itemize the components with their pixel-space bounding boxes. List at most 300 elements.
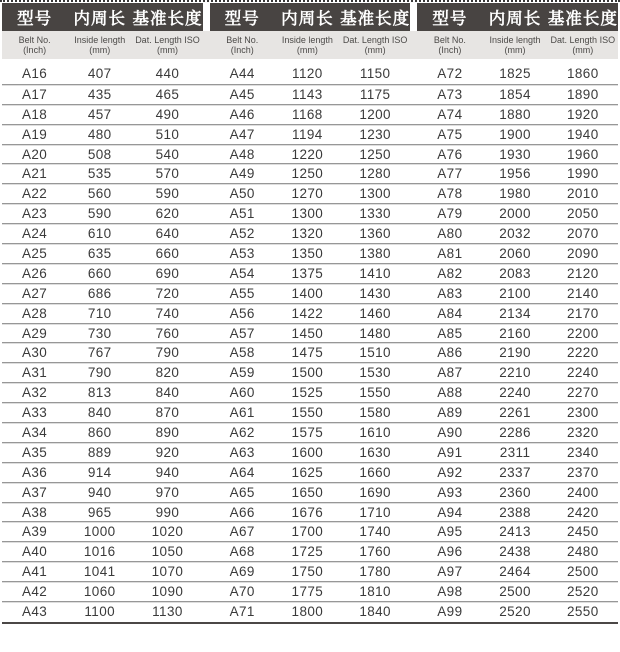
row-group-1 — [2, 64, 203, 84]
cell-belt-no: A95 — [437, 524, 463, 540]
cell-datum-length: 1330 — [359, 206, 391, 222]
row-group-2 — [210, 483, 411, 502]
row-group-2 — [210, 145, 411, 164]
table-row — [2, 581, 618, 601]
row-group-3 — [417, 204, 618, 223]
table-row — [2, 362, 618, 382]
row-group-3 — [417, 304, 618, 323]
row-group-1 — [2, 145, 203, 164]
cell-belt-no: A20 — [21, 146, 48, 162]
cell-inside-length: 730 — [87, 325, 112, 341]
cell-datum-length: 1840 — [359, 603, 391, 619]
cell-datum-length: 870 — [155, 405, 180, 421]
cell-inside-length: 1250 — [291, 166, 324, 182]
cell-belt-no: A50 — [229, 186, 255, 202]
cell-belt-no: A22 — [21, 186, 48, 202]
cell-datum-length: 1200 — [359, 106, 391, 122]
row-group-3 — [417, 64, 618, 84]
header-group-2 — [210, 3, 411, 31]
cell-belt-no: A77 — [437, 166, 463, 182]
cell-datum-length: 2270 — [566, 385, 599, 401]
cell-belt-no: A43 — [21, 603, 48, 619]
row-group-1 — [2, 224, 203, 243]
cell-datum-length: 690 — [155, 265, 180, 281]
cell-belt-no: A73 — [437, 86, 463, 102]
header-inside-length: 内周长 — [488, 10, 542, 28]
subheader-datum-length: Dat. Length ISO (mm) — [342, 34, 408, 55]
cell-inside-length: 686 — [87, 285, 112, 301]
table-row — [2, 422, 618, 442]
cell-datum-length: 2090 — [566, 245, 599, 261]
cell-belt-no: A97 — [437, 564, 463, 580]
cell-belt-no: A88 — [437, 385, 463, 401]
cell-inside-length: 1825 — [499, 66, 531, 82]
cell-belt-no: A89 — [437, 405, 463, 421]
cell-belt-no: A24 — [21, 226, 48, 242]
cell-belt-no: A39 — [21, 524, 48, 540]
cell-inside-length: 965 — [87, 504, 112, 520]
row-group-2 — [210, 383, 411, 402]
cell-belt-no: A83 — [437, 285, 463, 301]
cell-belt-no: A28 — [21, 305, 48, 321]
row-group-2 — [210, 264, 411, 283]
cell-belt-no: A57 — [229, 325, 255, 341]
row-group-3 — [417, 562, 618, 581]
header-group-1 — [2, 3, 203, 31]
cell-inside-length: 1930 — [499, 146, 531, 162]
cell-belt-no: A49 — [229, 166, 255, 182]
header-model: 型号 — [432, 10, 468, 28]
cell-inside-length: 1016 — [83, 544, 116, 560]
row-group-2 — [210, 542, 411, 561]
header-datum-length: 基准长度 — [132, 10, 203, 28]
cell-datum-length: 2220 — [566, 345, 599, 361]
cell-datum-length: 660 — [155, 245, 180, 261]
row-group-1 — [2, 423, 203, 442]
cell-datum-length: 510 — [155, 126, 180, 142]
cell-datum-length: 790 — [155, 345, 180, 361]
cell-inside-length: 1600 — [291, 444, 324, 460]
cell-datum-length: 2170 — [566, 305, 599, 321]
cell-inside-length: 1270 — [291, 186, 324, 202]
cell-belt-no: A96 — [437, 544, 463, 560]
cell-belt-no: A35 — [21, 444, 48, 460]
cell-inside-length: 610 — [87, 226, 112, 242]
row-group-2 — [210, 363, 411, 382]
cell-inside-length: 407 — [87, 66, 112, 82]
cell-belt-no: A86 — [437, 345, 463, 361]
row-group-3 — [417, 164, 618, 183]
cell-datum-length: 2400 — [566, 484, 599, 500]
cell-inside-length: 480 — [87, 126, 112, 142]
table-row — [2, 263, 618, 283]
row-group-2 — [210, 164, 411, 183]
cell-datum-length: 1070 — [151, 564, 184, 580]
cell-datum-length: 1130 — [152, 603, 183, 619]
cell-inside-length: 1041 — [83, 564, 116, 580]
cell-inside-length: 660 — [87, 265, 112, 281]
row-group-1 — [2, 582, 203, 601]
row-group-2 — [210, 324, 411, 343]
cell-inside-length: 840 — [87, 405, 112, 421]
cell-datum-length: 1175 — [359, 86, 391, 102]
table-row — [2, 561, 618, 581]
cell-belt-no: A26 — [21, 265, 48, 281]
cell-inside-length: 2286 — [499, 424, 531, 440]
cell-datum-length: 1460 — [359, 305, 391, 321]
table-row — [2, 541, 618, 561]
row-group-2 — [210, 304, 411, 323]
cell-belt-no: A62 — [229, 424, 255, 440]
subheader-belt-no: Belt No. (Inch) — [18, 34, 51, 55]
cell-inside-length: 2337 — [499, 464, 531, 480]
cell-inside-length: 1725 — [291, 544, 324, 560]
row-group-3 — [417, 522, 618, 541]
table-row — [2, 303, 618, 323]
cell-belt-no: A38 — [21, 504, 48, 520]
cell-belt-no: A52 — [229, 226, 255, 242]
cell-datum-length: 590 — [155, 186, 180, 202]
cell-inside-length: 2083 — [499, 265, 531, 281]
table-row — [2, 482, 618, 502]
cell-datum-length: 1230 — [359, 126, 391, 142]
cell-belt-no: A23 — [21, 206, 48, 222]
cell-inside-length: 1625 — [291, 464, 324, 480]
table-row — [2, 462, 618, 482]
row-group-3 — [417, 324, 618, 343]
cell-inside-length: 2060 — [499, 245, 531, 261]
cell-inside-length: 635 — [87, 245, 112, 261]
cell-datum-length: 940 — [155, 464, 180, 480]
row-group-3 — [417, 383, 618, 402]
cell-datum-length: 570 — [155, 166, 180, 182]
cell-belt-no: A41 — [21, 564, 48, 580]
row-group-1 — [2, 304, 203, 323]
cell-datum-length: 1380 — [359, 245, 391, 261]
cell-belt-no: A92 — [437, 464, 463, 480]
cell-belt-no: A37 — [21, 484, 48, 500]
cell-belt-no: A67 — [229, 524, 255, 540]
cell-inside-length: 1525 — [291, 385, 324, 401]
table-row — [2, 342, 618, 362]
cell-belt-no: A99 — [437, 603, 463, 619]
row-group-3 — [417, 443, 618, 462]
cell-belt-no: A19 — [21, 126, 48, 142]
cell-belt-no: A51 — [229, 206, 255, 222]
cell-belt-no: A25 — [21, 245, 48, 261]
table-row — [2, 84, 618, 104]
row-group-3 — [417, 145, 618, 164]
cell-datum-length: 2240 — [566, 365, 599, 381]
row-group-2 — [210, 443, 411, 462]
cell-datum-length: 1050 — [151, 544, 184, 560]
row-group-1 — [2, 204, 203, 223]
cell-inside-length: 1000 — [83, 524, 116, 540]
cell-datum-length: 1740 — [359, 524, 391, 540]
cell-belt-no: A45 — [229, 86, 255, 102]
cell-datum-length: 2300 — [566, 405, 599, 421]
cell-inside-length: 1550 — [291, 405, 324, 421]
row-group-2 — [210, 105, 411, 124]
cell-datum-length: 820 — [155, 365, 180, 381]
cell-belt-no: A60 — [229, 385, 255, 401]
cell-inside-length: 2000 — [499, 206, 531, 222]
cell-datum-length: 1410 — [359, 265, 391, 281]
cell-inside-length: 1450 — [291, 325, 324, 341]
cell-belt-no: A27 — [21, 285, 48, 301]
table-row — [2, 283, 618, 303]
cell-belt-no: A80 — [437, 226, 463, 242]
table-row — [2, 144, 618, 164]
table-row — [2, 64, 618, 84]
cell-belt-no: A93 — [437, 484, 463, 500]
cell-datum-length: 1020 — [151, 524, 184, 540]
cell-inside-length: 2438 — [499, 544, 531, 560]
cell-inside-length: 2032 — [499, 226, 531, 242]
cell-datum-length: 1610 — [359, 424, 391, 440]
row-group-3 — [417, 343, 618, 362]
cell-belt-no: A40 — [21, 544, 48, 560]
cell-inside-length: 2160 — [499, 325, 531, 341]
cell-datum-length: 890 — [155, 424, 180, 440]
cell-inside-length: 1900 — [499, 126, 531, 142]
table-row — [2, 521, 618, 541]
cell-belt-no: A72 — [437, 66, 463, 82]
table-row — [2, 203, 618, 223]
cell-belt-no: A85 — [437, 325, 463, 341]
row-group-1 — [2, 503, 203, 522]
cell-belt-no: A75 — [437, 126, 463, 142]
row-group-2 — [210, 224, 411, 243]
cell-belt-no: A18 — [21, 106, 48, 122]
cell-belt-no: A91 — [437, 444, 463, 460]
table-row — [2, 402, 618, 422]
cell-inside-length: 1375 — [291, 265, 324, 281]
header-group-3 — [417, 3, 618, 31]
cell-belt-no: A94 — [437, 504, 463, 520]
table-row — [2, 323, 618, 343]
cell-datum-length: 540 — [155, 146, 180, 162]
cell-inside-length: 457 — [87, 106, 112, 122]
cell-datum-length: 2550 — [566, 603, 599, 619]
row-group-2 — [210, 184, 411, 203]
cell-inside-length: 590 — [87, 206, 112, 222]
cell-belt-no: A30 — [21, 345, 48, 361]
row-group-3 — [417, 363, 618, 382]
cell-inside-length: 535 — [87, 166, 112, 182]
cell-datum-length: 760 — [155, 325, 180, 341]
row-group-1 — [2, 562, 203, 581]
row-group-1 — [2, 383, 203, 402]
cell-belt-no: A53 — [229, 245, 255, 261]
row-group-1 — [2, 85, 203, 104]
cell-inside-length: 2388 — [499, 504, 531, 520]
cell-belt-no: A36 — [21, 464, 48, 480]
row-group-1 — [2, 164, 203, 183]
cell-belt-no: A78 — [437, 186, 463, 202]
cell-inside-length: 2210 — [499, 365, 531, 381]
cell-datum-length: 2320 — [566, 424, 599, 440]
row-group-3 — [417, 463, 618, 482]
cell-datum-length: 2480 — [566, 544, 599, 560]
table-body — [2, 64, 618, 621]
cell-datum-length: 1890 — [566, 86, 599, 102]
cell-datum-length: 740 — [155, 305, 180, 321]
cell-inside-length: 860 — [87, 424, 112, 440]
cell-datum-length: 2010 — [566, 186, 599, 202]
cell-datum-length: 1480 — [359, 325, 391, 341]
cell-datum-length: 720 — [155, 285, 180, 301]
cell-datum-length: 1550 — [359, 385, 391, 401]
cell-belt-no: A56 — [229, 305, 255, 321]
cell-datum-length: 2120 — [566, 265, 599, 281]
cell-datum-length: 2140 — [566, 285, 599, 301]
cell-inside-length: 1194 — [292, 126, 323, 142]
row-group-3 — [417, 125, 618, 144]
cell-belt-no: A69 — [229, 564, 255, 580]
cell-inside-length: 1880 — [499, 106, 531, 122]
cell-inside-length: 1300 — [291, 206, 324, 222]
row-group-1 — [2, 343, 203, 362]
cell-belt-no: A54 — [229, 265, 255, 281]
row-group-3 — [417, 542, 618, 561]
cell-datum-length: 1360 — [359, 226, 391, 242]
row-group-1 — [2, 184, 203, 203]
row-group-1 — [2, 105, 203, 124]
cell-datum-length: 490 — [155, 106, 180, 122]
row-group-3 — [417, 85, 618, 104]
cell-inside-length: 1400 — [291, 285, 324, 301]
cell-inside-length: 1980 — [499, 186, 531, 202]
row-group-1 — [2, 542, 203, 561]
table-row — [2, 601, 618, 621]
cell-inside-length: 1800 — [291, 603, 324, 619]
row-group-3 — [417, 602, 618, 621]
row-group-3 — [417, 244, 618, 263]
cell-datum-length: 2420 — [566, 504, 599, 520]
row-group-3 — [417, 503, 618, 522]
row-group-3 — [417, 105, 618, 124]
cell-belt-no: A84 — [437, 305, 463, 321]
cell-datum-length: 2070 — [566, 226, 599, 242]
table-subheader-row — [2, 31, 618, 59]
cell-inside-length: 2134 — [499, 305, 531, 321]
cell-datum-length: 840 — [155, 385, 180, 401]
cell-inside-length: 2413 — [499, 524, 531, 540]
cell-datum-length: 920 — [155, 444, 180, 460]
table-row — [2, 104, 618, 124]
cell-belt-no: A42 — [21, 584, 48, 600]
header-datum-length: 基准长度 — [340, 10, 411, 28]
cell-inside-length: 1650 — [291, 484, 324, 500]
cell-datum-length: 1530 — [359, 365, 391, 381]
cell-belt-no: A64 — [229, 464, 255, 480]
row-group-1 — [2, 602, 203, 621]
cell-datum-length: 1780 — [359, 564, 391, 580]
cell-inside-length: 1700 — [291, 524, 324, 540]
row-group-2 — [210, 85, 411, 104]
cell-inside-length: 813 — [87, 385, 112, 401]
cell-belt-no: A48 — [229, 146, 255, 162]
cell-datum-length: 465 — [155, 86, 180, 102]
row-group-3 — [417, 224, 618, 243]
cell-inside-length: 1422 — [291, 305, 324, 321]
row-group-3 — [417, 582, 618, 601]
table-row — [2, 163, 618, 183]
row-group-1 — [2, 403, 203, 422]
cell-inside-length: 2311 — [499, 444, 531, 460]
cell-datum-length: 2340 — [566, 444, 599, 460]
cell-datum-length: 2500 — [566, 564, 599, 580]
cell-belt-no: A16 — [21, 66, 48, 82]
cell-datum-length: 1690 — [359, 484, 391, 500]
cell-belt-no: A79 — [437, 206, 463, 222]
row-group-3 — [417, 483, 618, 502]
cell-belt-no: A74 — [437, 106, 463, 122]
cell-belt-no: A21 — [21, 166, 48, 182]
cell-datum-length: 970 — [155, 484, 180, 500]
header-model: 型号 — [17, 10, 53, 28]
cell-belt-no: A71 — [229, 603, 255, 619]
row-group-1 — [2, 483, 203, 502]
cell-datum-length: 1300 — [359, 186, 391, 202]
table-row — [2, 243, 618, 263]
cell-datum-length: 1250 — [359, 146, 391, 162]
row-group-1 — [2, 463, 203, 482]
cell-inside-length: 1775 — [291, 584, 324, 600]
cell-inside-length: 435 — [87, 86, 112, 102]
row-group-2 — [210, 125, 411, 144]
header-datum-length: 基准长度 — [547, 10, 618, 28]
row-group-3 — [417, 184, 618, 203]
cell-datum-length: 1090 — [151, 584, 184, 600]
row-group-1 — [2, 125, 203, 144]
cell-inside-length: 1100 — [84, 603, 116, 619]
cell-belt-no: A34 — [21, 424, 48, 440]
row-group-2 — [210, 602, 411, 621]
cell-belt-no: A58 — [229, 345, 255, 361]
row-group-2 — [210, 403, 411, 422]
cell-inside-length: 2500 — [499, 584, 531, 600]
row-group-1 — [2, 244, 203, 263]
table-row — [2, 124, 618, 144]
cell-belt-no: A63 — [229, 444, 255, 460]
row-group-3 — [417, 264, 618, 283]
cell-belt-no: A47 — [229, 126, 255, 142]
cell-inside-length: 914 — [87, 464, 112, 480]
cell-belt-no: A44 — [229, 66, 255, 82]
cell-datum-length: 620 — [155, 206, 180, 222]
cell-belt-no: A70 — [229, 584, 255, 600]
cell-datum-length: 2370 — [566, 464, 599, 480]
cell-datum-length: 1150 — [359, 66, 391, 82]
cell-inside-length: 940 — [87, 484, 112, 500]
cell-belt-no: A61 — [229, 405, 255, 421]
row-group-2 — [210, 582, 411, 601]
cell-datum-length: 440 — [155, 66, 180, 82]
cell-belt-no: A82 — [437, 265, 463, 281]
cell-datum-length: 1860 — [566, 66, 599, 82]
cell-datum-length: 2520 — [566, 584, 599, 600]
cell-datum-length: 1920 — [566, 106, 599, 122]
cell-datum-length: 1810 — [359, 584, 391, 600]
cell-belt-no: A32 — [21, 385, 48, 401]
cell-datum-length: 1960 — [566, 146, 599, 162]
cell-belt-no: A81 — [437, 245, 463, 261]
cell-datum-length: 1430 — [359, 285, 391, 301]
cell-inside-length: 1500 — [291, 365, 324, 381]
cell-belt-no: A65 — [229, 484, 255, 500]
